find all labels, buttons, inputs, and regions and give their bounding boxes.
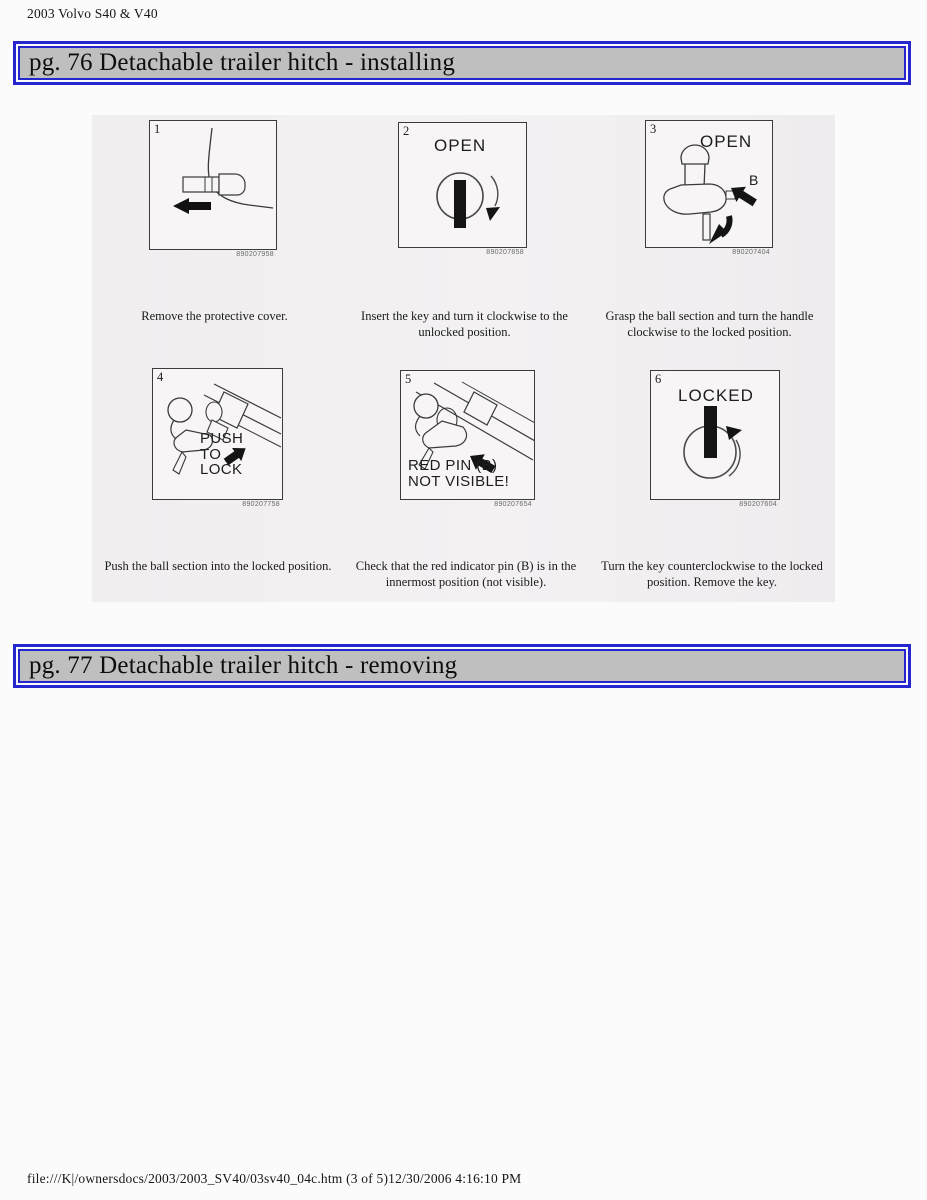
protective-cover-illustration (149, 120, 277, 250)
illustration-code: 890207958 (236, 251, 274, 258)
instruction-figure (92, 115, 835, 602)
red-pin-label-line: RED PIN (B) (408, 457, 498, 474)
push-label-line: PUSH (200, 430, 244, 447)
clockwise-arrow-icon (486, 207, 500, 221)
towball-icon (168, 398, 192, 422)
red-pin-label (408, 458, 509, 489)
push-to-lock-label (200, 431, 243, 478)
to-label-line: TO (200, 445, 222, 463)
locked-label: LOCKED (678, 386, 754, 405)
key-icon (454, 180, 466, 228)
open-label: OPEN (700, 132, 753, 151)
figure-panel-2 (398, 122, 527, 256)
caption-panel-1: Remove the protective cover. (141, 309, 288, 323)
section-bar-removing (13, 644, 911, 688)
illustration-code: 890207654 (494, 501, 532, 508)
caption-panel-4: Push the ball section into the locked position. (104, 559, 332, 573)
handle-icon (173, 452, 186, 474)
figure-panel-1 (149, 120, 277, 258)
receiver-bracket-icon (464, 392, 497, 425)
caption-panel-5: Check that the red indicator pin (B) is in the innermost position (not visible). (355, 559, 577, 589)
section-title-installing: pg. 76 Detachable trailer hitch - installing (18, 46, 906, 80)
illustration-code: 890207604 (739, 501, 777, 508)
section-title-removing: pg. 77 Detachable trailer hitch - removing (18, 649, 906, 683)
panel-number: 4 (157, 370, 164, 384)
document-title: 2003 Volvo S40 & V40 (27, 6, 158, 21)
caption-panel-6: Turn the key counterclockwise to the locked position. Remove the key. (601, 559, 823, 589)
figure-panel-5 (400, 370, 535, 508)
pin-b-label: B (749, 172, 759, 188)
panel-number: 6 (655, 372, 662, 386)
caption-panel-2: Insert the key and turn it clockwise to the unlocked position. (361, 309, 568, 339)
figure-panel-6 (650, 370, 780, 508)
handle-icon (703, 214, 710, 240)
arrow-left-icon (173, 198, 211, 214)
file-path-status-line: file:///K|/ownersdocs/2003/2003_SV40/03sv40_04c.htm (3 of 5)12/30/2006 4:16:10 PM (27, 1171, 522, 1186)
lock-label-line: LOCK (200, 461, 243, 479)
illustration-code: 890207404 (732, 249, 770, 256)
panel-number: 2 (403, 124, 410, 138)
caption-panel-3: Grasp the ball section and turn the handle clockwise to the locked position. (605, 309, 814, 339)
not-visible-label-line: NOT VISIBLE! (408, 472, 510, 490)
panel-number: 5 (405, 372, 412, 386)
panel-number: 3 (650, 122, 657, 136)
section-bar-installing (13, 41, 911, 85)
towball-icon (414, 394, 438, 418)
illustration-code: 890207858 (486, 249, 524, 256)
figure-panel-3 (645, 120, 773, 256)
counterclockwise-arrow-icon (726, 426, 742, 440)
panel-number: 1 (154, 122, 161, 136)
key-icon (704, 406, 717, 458)
open-label: OPEN (434, 136, 487, 155)
figure-panel-4 (152, 368, 283, 508)
illustration-code: 890207758 (242, 501, 280, 508)
